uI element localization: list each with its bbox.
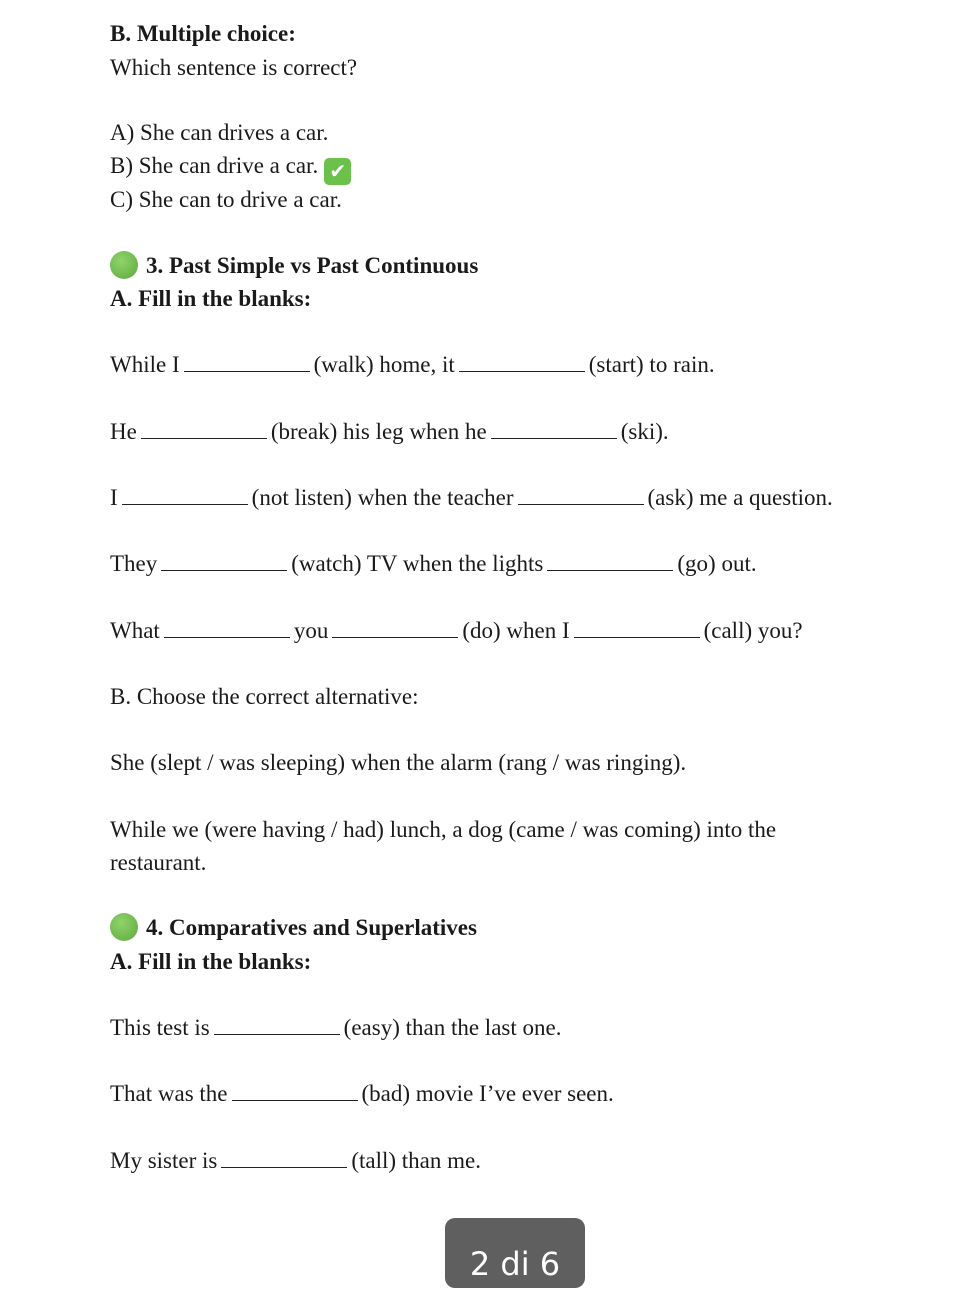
sentence-text: I — [110, 485, 118, 510]
option-b — [110, 151, 351, 185]
sentence-text: (bad) movie I’ve ever seen. — [361, 1081, 614, 1106]
sentence-text: (not listen) when the teacher — [251, 485, 514, 510]
sentence-text: While I — [110, 352, 180, 377]
sentence-text: (walk) home, it — [313, 352, 455, 377]
exercise-sentence — [110, 1146, 481, 1176]
blank-line — [547, 551, 673, 571]
blank-line — [459, 352, 585, 372]
blank-line — [232, 1081, 358, 1101]
option-a: A) She can drives a car. — [110, 120, 329, 145]
question-text: Which sentence is correct? — [110, 55, 358, 80]
page-indicator: 2 di 6 — [445, 1218, 585, 1288]
fill-blanks-heading: A. Fill in the blanks: — [110, 286, 312, 311]
fill-blanks-heading: A. Fill in the blanks: — [110, 949, 312, 974]
sentence-text: (watch) TV when the lights — [291, 551, 544, 576]
sentence-text: That was the — [110, 1081, 228, 1106]
exercise-sentence — [110, 549, 757, 579]
sentence-text: (easy) than the last one. — [343, 1015, 562, 1040]
exercise-sentence — [110, 483, 833, 513]
blank-line — [574, 618, 700, 638]
blank-line — [161, 551, 287, 571]
section-3-title-text: 3. Past Simple vs Past Continuous — [146, 253, 479, 278]
green-circle-icon — [110, 251, 138, 279]
choice-sentence: While we (were having / had) lunch, a dog (came / was coming) into the — [110, 817, 777, 842]
exercise-sentence — [110, 350, 715, 380]
section-4-title — [110, 913, 477, 943]
check-mark-icon: ✔ — [324, 158, 351, 185]
sentence-text: (go) out. — [677, 551, 757, 576]
blank-line — [122, 485, 248, 505]
sentence-text: (call) you? — [703, 618, 803, 643]
option-b-text: B) She can drive a car. — [110, 153, 319, 178]
section-4-title-text: 4. Comparatives and Superlatives — [146, 915, 477, 940]
sentence-text: My sister is — [110, 1148, 218, 1173]
blank-line — [184, 352, 310, 372]
exercise-sentence — [110, 616, 803, 646]
exercise-sentence — [110, 417, 669, 447]
green-circle-icon — [110, 913, 138, 941]
blank-line — [518, 485, 644, 505]
multiple-choice-heading: B. Multiple choice: — [110, 21, 296, 46]
choice-sentence: She (slept / was sleeping) when the alarm (rang / was ringing). — [110, 750, 687, 775]
blank-line — [164, 618, 290, 638]
exercise-sentence — [110, 1013, 561, 1043]
blank-line — [332, 618, 458, 638]
blank-line — [491, 419, 617, 439]
blank-line — [221, 1148, 347, 1168]
sentence-text: (tall) than me. — [351, 1148, 481, 1173]
exercise-sentence — [110, 1079, 614, 1109]
section-3-title — [110, 251, 478, 281]
blank-line — [214, 1015, 340, 1035]
blank-line — [141, 419, 267, 439]
option-c: C) She can to drive a car. — [110, 187, 342, 212]
sentence-text: They — [110, 551, 158, 576]
sentence-text: (ski). — [620, 419, 669, 444]
choice-sentence-continued: restaurant. — [110, 850, 207, 875]
sentence-text: What — [110, 618, 160, 643]
sentence-text: (break) his leg when he — [270, 419, 487, 444]
sentence-text: (do) when I — [462, 618, 570, 643]
sentence-text: you — [293, 618, 329, 643]
choose-alternative-heading: B. Choose the correct alternative: — [110, 684, 419, 709]
sentence-text: (ask) me a question. — [647, 485, 833, 510]
sentence-text: (start) to rain. — [588, 352, 715, 377]
sentence-text: He — [110, 419, 137, 444]
sentence-text: This test is — [110, 1015, 210, 1040]
